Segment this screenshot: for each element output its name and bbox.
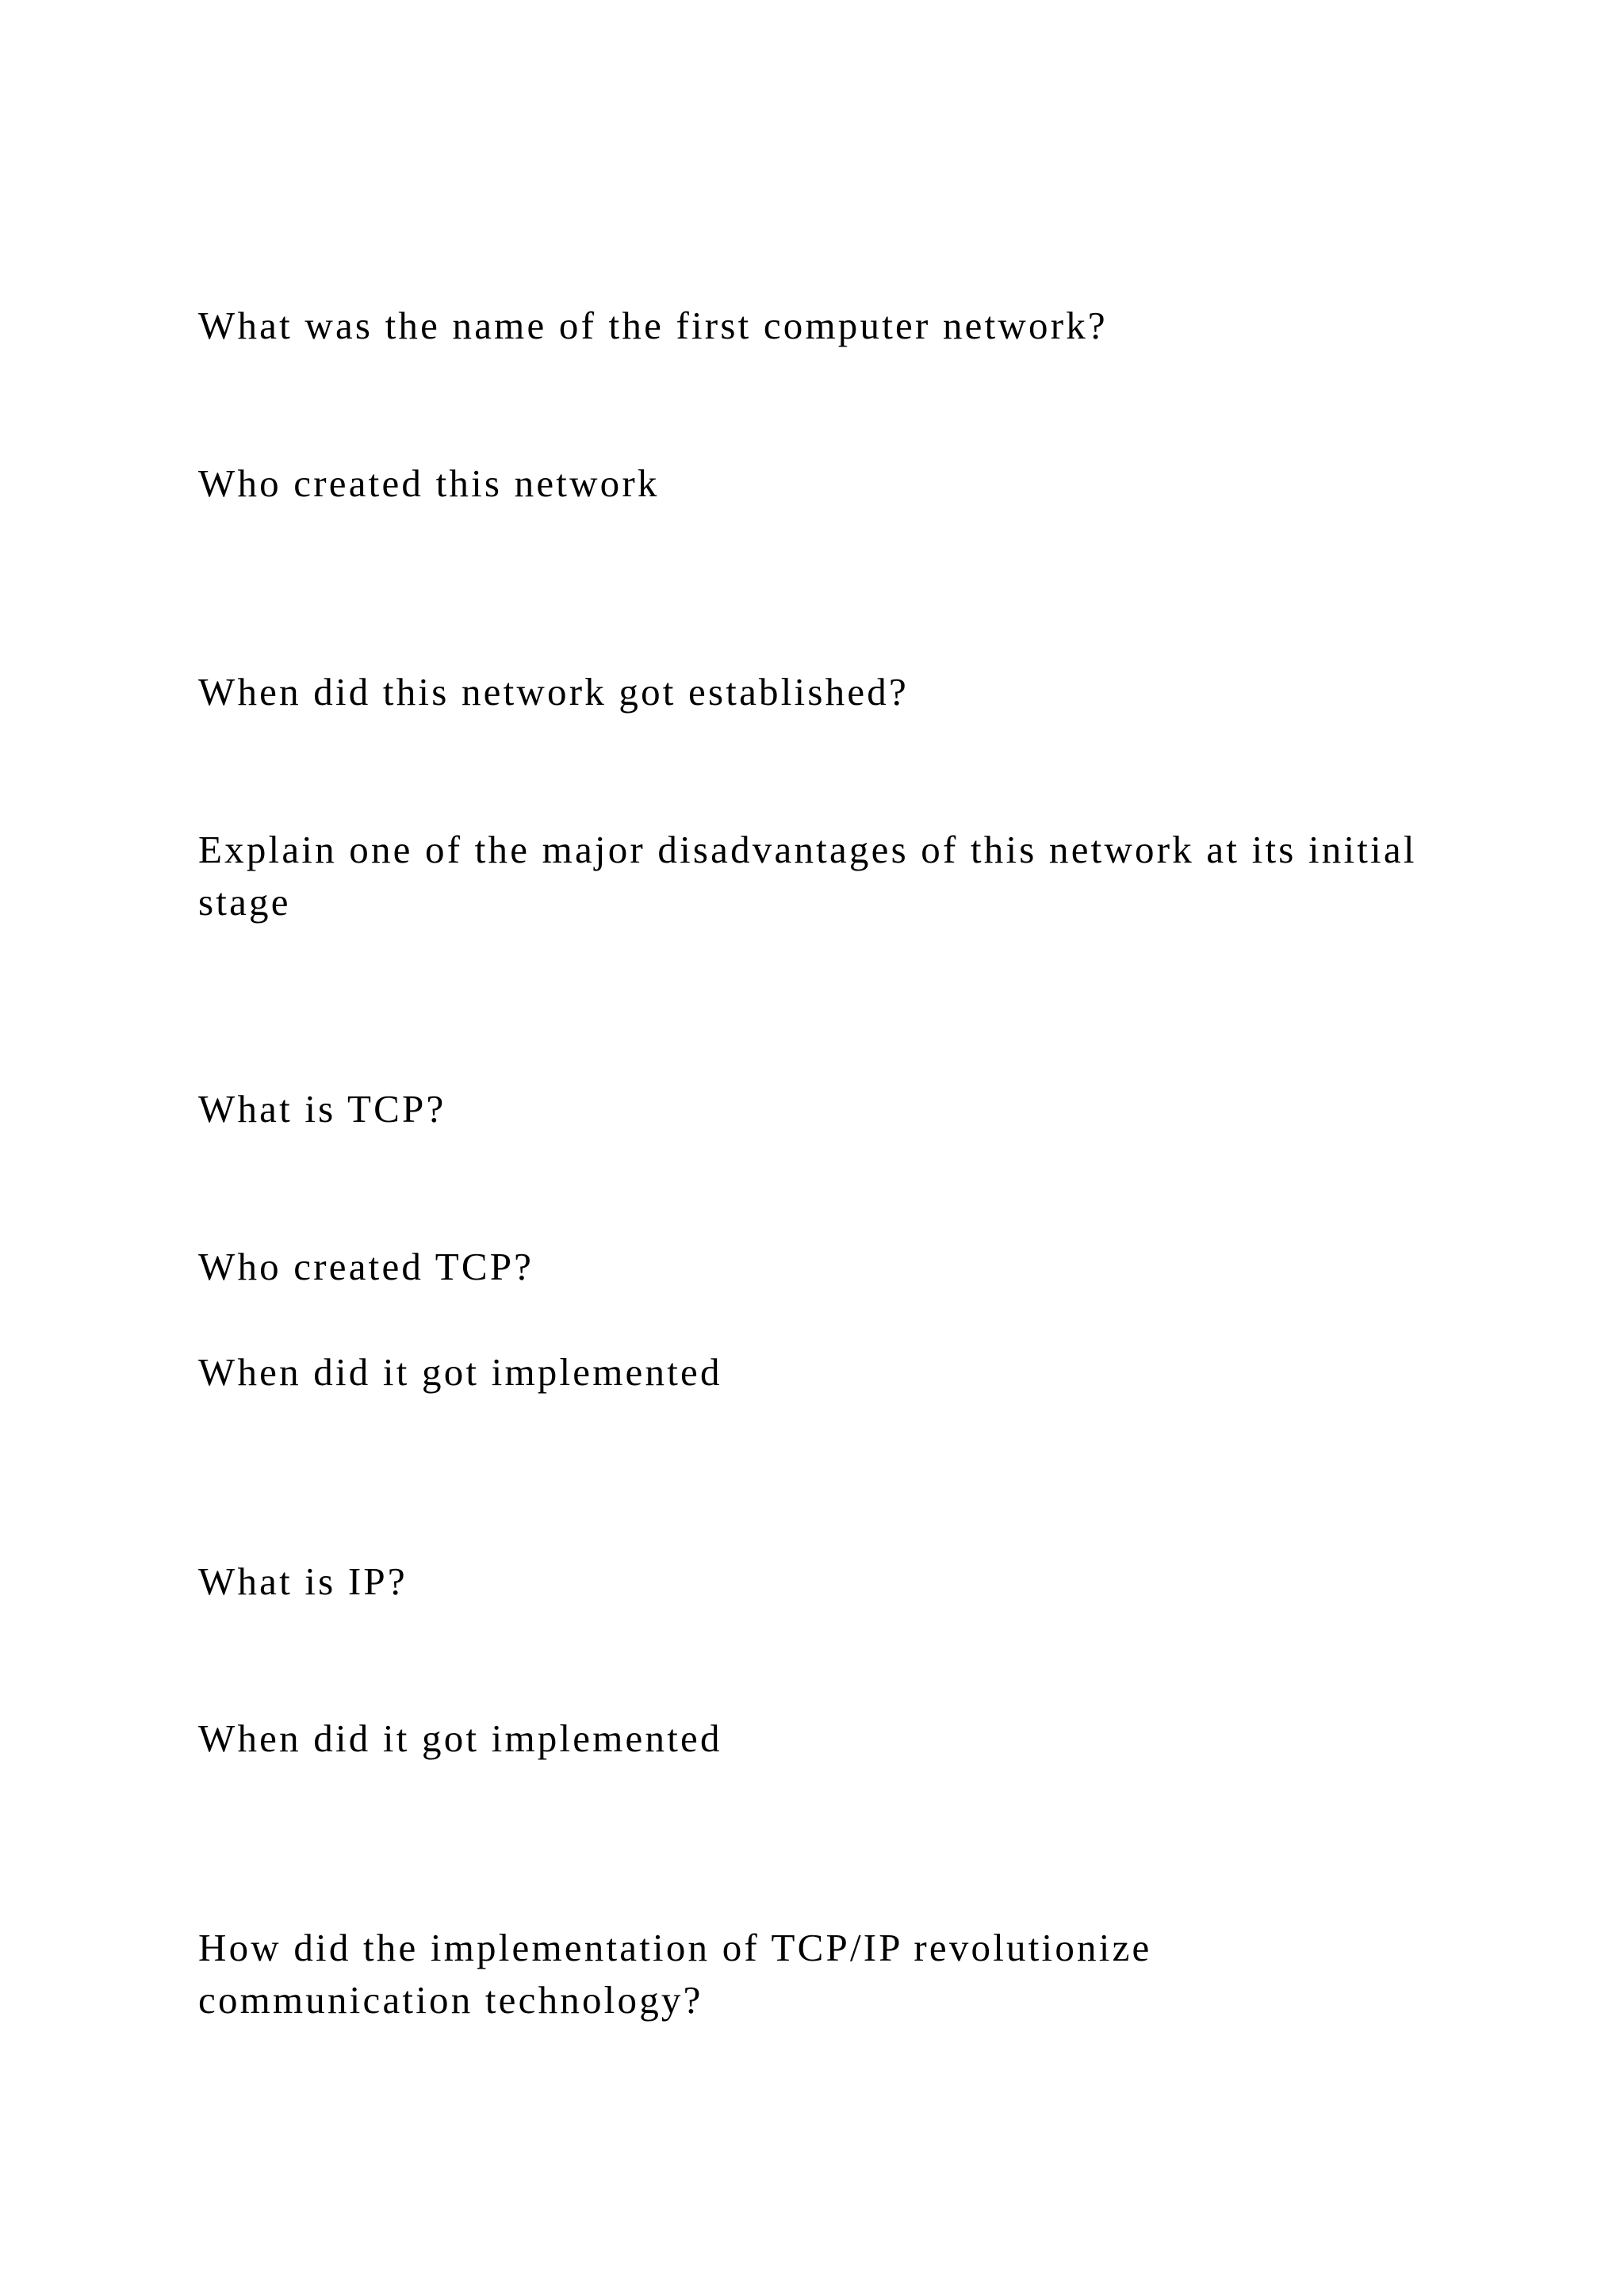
question-tcp-implemented: When did it got implemented xyxy=(198,1350,722,1394)
question-what-is-tcp: What is TCP? xyxy=(198,1087,446,1131)
question-tcpip-revolution: How did the implementation of TCP/IP revolutionize communication technology? xyxy=(198,1926,1152,2022)
question-network-established: When did this network got established? xyxy=(198,670,909,714)
question-ip-implemented: When did it got implemented xyxy=(198,1716,722,1760)
question-network-disadvantage: Explain one of the major disadvantages of this network at its initial stage xyxy=(198,828,1417,924)
question-what-is-ip: What is IP? xyxy=(198,1559,408,1603)
question-tcp-creator: Who created TCP? xyxy=(198,1245,534,1288)
question-first-network-name: What was the name of the first computer network? xyxy=(198,304,1108,347)
question-network-creator: Who created this network xyxy=(198,461,660,505)
